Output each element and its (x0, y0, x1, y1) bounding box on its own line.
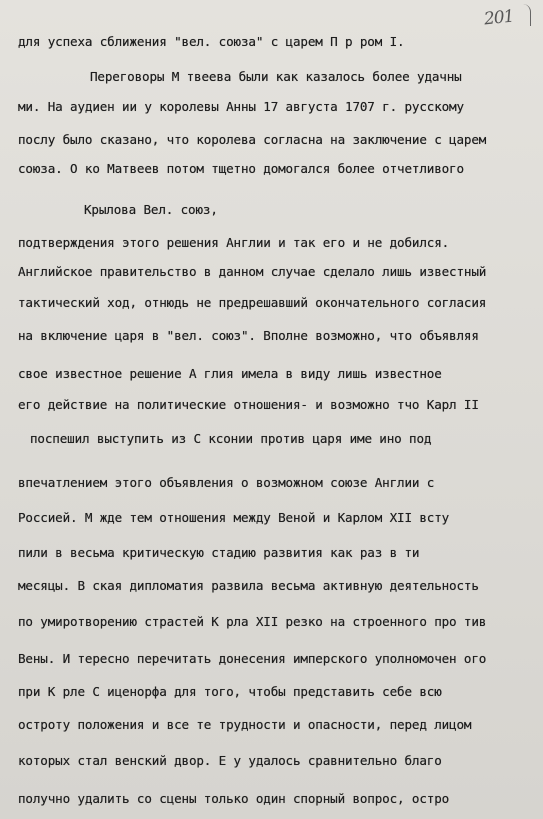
text-line: получно удалить со сцены только один спорный вопрос, остро (18, 791, 450, 806)
text-line: свое известное решение А глия имела в виду лишь известное (18, 366, 442, 381)
corner-pencil-mark (520, 4, 531, 26)
text-line: послу было сказано, что королева согласна на заключение с царем (18, 132, 487, 147)
text-line: ми. На аудиен ии у королевы Анны 17 августа 1707 г. русскому (18, 99, 464, 114)
text-line: поспешил выступить из С ксонии против царя име ино под (30, 431, 432, 446)
text-line: Переговоры М твеева были как казалось более удачны (90, 69, 462, 84)
text-line: для успеха сближения "вел. союза" с царем П р ром I. (18, 34, 405, 49)
text-line: Крылова Вел. союз, (84, 202, 218, 217)
text-line: которых стал венский двор. Е у удалось сравнительно благо (18, 753, 442, 768)
text-line: тактический ход, отнюдь не предрешавший окончательного согласия (18, 295, 487, 310)
page-number: 201 (483, 6, 515, 30)
text-line: Россией. М жде тем отношения между Веной и Карлом XII всту (18, 510, 450, 525)
text-line: пили в весьма критическую стадию развития как раз в ти (18, 545, 420, 560)
text-line: при К рле С иценорфа для того, чтобы представить себе всю (18, 684, 442, 699)
text-line: Английское правительство в данном случае сделало лишь известный (18, 264, 487, 279)
text-line: месяцы. В ская дипломатия развила весьма активную деятельность (18, 578, 479, 593)
text-line: по умиротворению страстей К рла XII резко на строенного про тив (18, 614, 487, 629)
text-line: Вены. И тересно перечитать донесения имперского уполномочен ого (18, 651, 487, 666)
text-line: подтверждения этого решения Англии и так его и не добился. (18, 235, 450, 250)
text-line: его действие на политические отношения- и возможно тчо Карл II (18, 397, 479, 412)
text-line: остроту положения и все те трудности и опасности, перед лицом (18, 717, 472, 732)
text-line: впечатлением этого объявления о возможном союзе Англии с (18, 475, 435, 490)
text-line: союза. О ко Матвеев потом тщетно домогался более отчетливого (18, 161, 464, 176)
text-line: на включение царя в "вел. союз". Вполне возможно, что объявляя (18, 328, 479, 343)
